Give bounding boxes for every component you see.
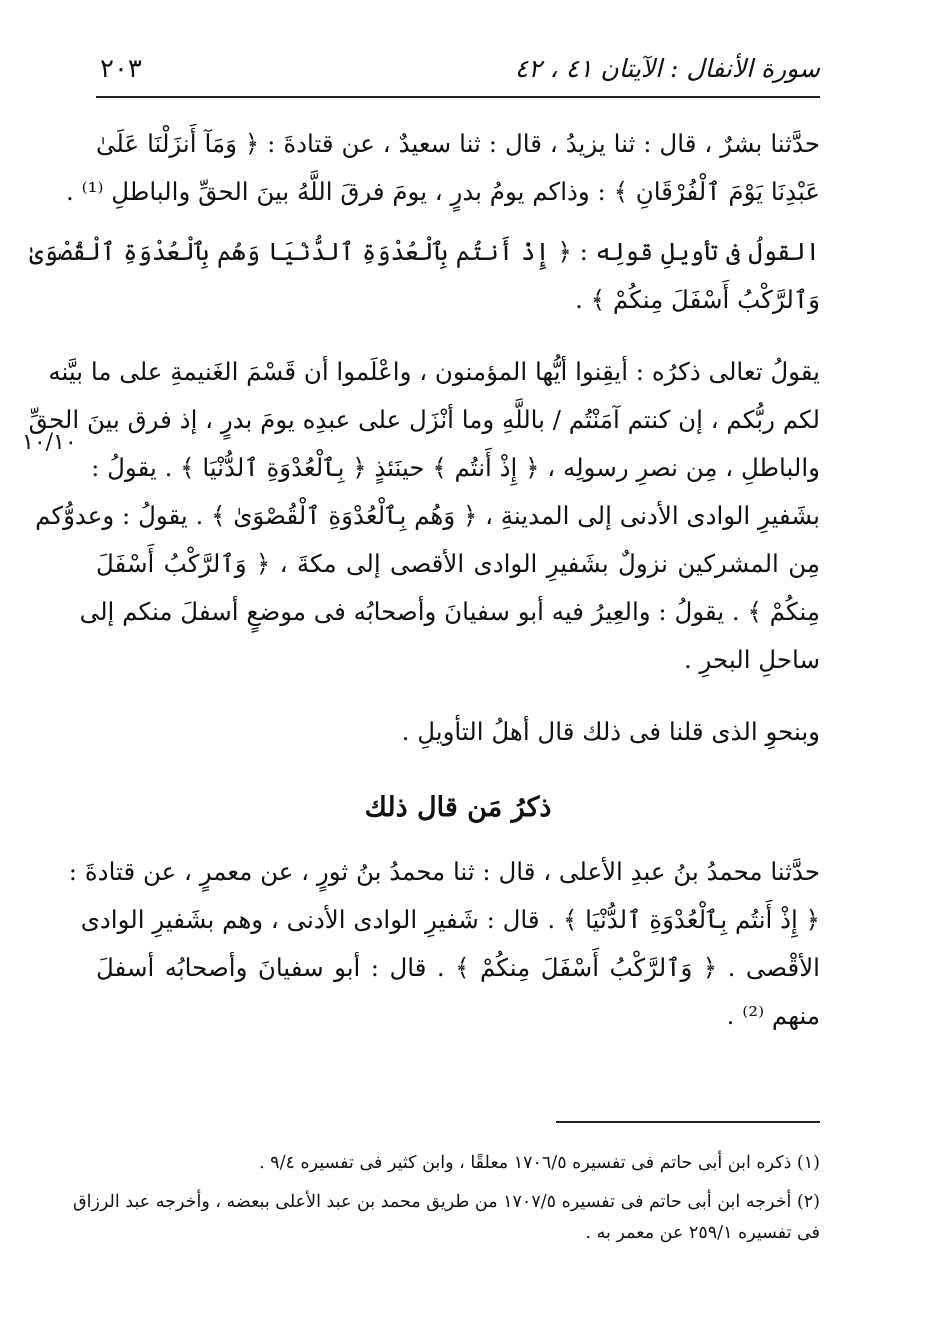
text-line: وَٱلرَّكْبُ أَسْفَلَ مِنكُمْ ﴾ . — [575, 285, 820, 314]
footnote-line: (١) ذكره ابن أبى حاتم فى تفسيره ١٧٠٦/٥ معلقًا ، وابن كثير فى تفسيره ٩/٤ . — [259, 1153, 820, 1173]
text-line: حدَّثنا بشرٌ ، قال : ثنا يزيدُ ، قال : ثنا سعيدٌ ، عن قتادةَ : ﴿ وَمَآ أَنزَلْنَا عَلَىٰ — [96, 129, 820, 158]
text-line: القولُ فى تأويلِ قولِه : ﴿ إِذْ أَنتُم بِٱلْعُدْوَةِ ٱلدُّنْيَا وَهُم بِٱلْعُدْوَةِ ٱلْقُصْوَىٰ — [29, 237, 820, 266]
paragraph-ahl-tawil — [96, 708, 820, 756]
text-line: ساحلِ البحرِ . — [683, 645, 820, 674]
text-line: مِن المشركين نزولٌ بشَفيرِ الوادى الأقصى إلى مكةَ ، ﴿ وَٱلرَّكْبُ أَسْفَلَ — [96, 549, 820, 578]
page-header — [96, 44, 820, 92]
paragraph-tawil-heading — [29, 228, 820, 324]
text-line: عَبْدِنَا يَوْمَ ٱلْفُرْقَانِ ﴾ : وذاكم يومُ بدرٍ ، يومَ فرقَ اللَّهُ بينَ الحقِّ والباطلِ ⁽¹⁾ . — [66, 177, 820, 206]
text-line: الأقْصى . ﴿ وَٱلرَّكْبُ أَسْفَلَ مِنكُمْ ﴾ . قال : أبو سفيانَ وأصحابُه أسفلَ — [96, 953, 820, 982]
footnotes — [73, 1148, 820, 1249]
footnote-line: فى تفسيره ٢٥٩/١ عن معمر به . — [585, 1223, 820, 1243]
text-line: لكم ربُّكم ، إن كنتم آمَنْتُم / باللَّهِ وما أنْزَل على عبدِه يومَ بدرٍ ، إذ فرق بينَ الحقِّ — [28, 405, 820, 434]
text-line: وبنحوِ الذى قلنا فى ذلك قال أهلُ التأويلِ . — [401, 717, 820, 746]
paragraph-hadith-qatada — [66, 120, 820, 216]
margin-reference: ١٠/١٠ — [22, 430, 77, 455]
text-line: منهم ⁽²⁾ . — [726, 1001, 820, 1030]
footnote-2 — [73, 1187, 820, 1249]
text-line: مِنكُمْ ﴾ . يقولُ : والعِيرُ فيه أبو سفيانَ وأصحابُه فى موضعٍ أسفلَ منكم إلى — [79, 597, 820, 626]
footnote-line: (٢) أخرجه ابن أبى حاتم فى تفسيره ١٧٠٧/٥ من طريق محمد بن عبد الأعلى ببعضه ، وأخرجه عبد الرزاق — [73, 1192, 820, 1212]
paragraph-chain — [68, 848, 820, 1040]
text-line: يقولُ تعالى ذكرُه : أيقِنوا أيُّها المؤمنون ، واعْلَموا أن قَسْمَ الغَنيمةِ على ما بيَّنه — [48, 357, 820, 386]
section-heading: ذكرُ مَن قال ذلك — [364, 792, 552, 823]
running-title: سورة الأنفال : الآيتان ٤١ ، ٤٢ — [514, 54, 820, 83]
text-line: والباطلِ ، مِن نصرِ رسولِه ، ﴿ إِذْ أَنتُم ﴾ حينَئذٍ ﴿ بِٱلْعُدْوَةِ ٱلدُّنْيَا ﴾ . يقولُ : — [91, 453, 820, 482]
text-line: ﴿ إِذْ أَنتُم بِٱلْعُدْوَةِ ٱلدُّنْيَا ﴾ . قال : شَفيرِ الوادى الأدنى ، وهم بشَفيرِ الوادى — [80, 905, 820, 934]
header-rule — [96, 96, 820, 98]
page-number: ٢٠٣ — [100, 54, 142, 84]
text-line: بشَفيرِ الوادى الأدنى إلى المدينةِ ، ﴿ وَهُم بِٱلْعُدْوَةِ ٱلْقُصْوَىٰ ﴾ . يقولُ : وعدوُّكم — [35, 501, 820, 530]
footnote-1 — [96, 1148, 820, 1179]
footnote-rule — [556, 1121, 820, 1123]
text-line: حدَّثنا محمدُ بنُ عبدِ الأعلى ، قال : ثنا محمدُ بنُ ثورٍ ، عن معمرٍ ، عن قتادةَ : — [68, 857, 820, 886]
